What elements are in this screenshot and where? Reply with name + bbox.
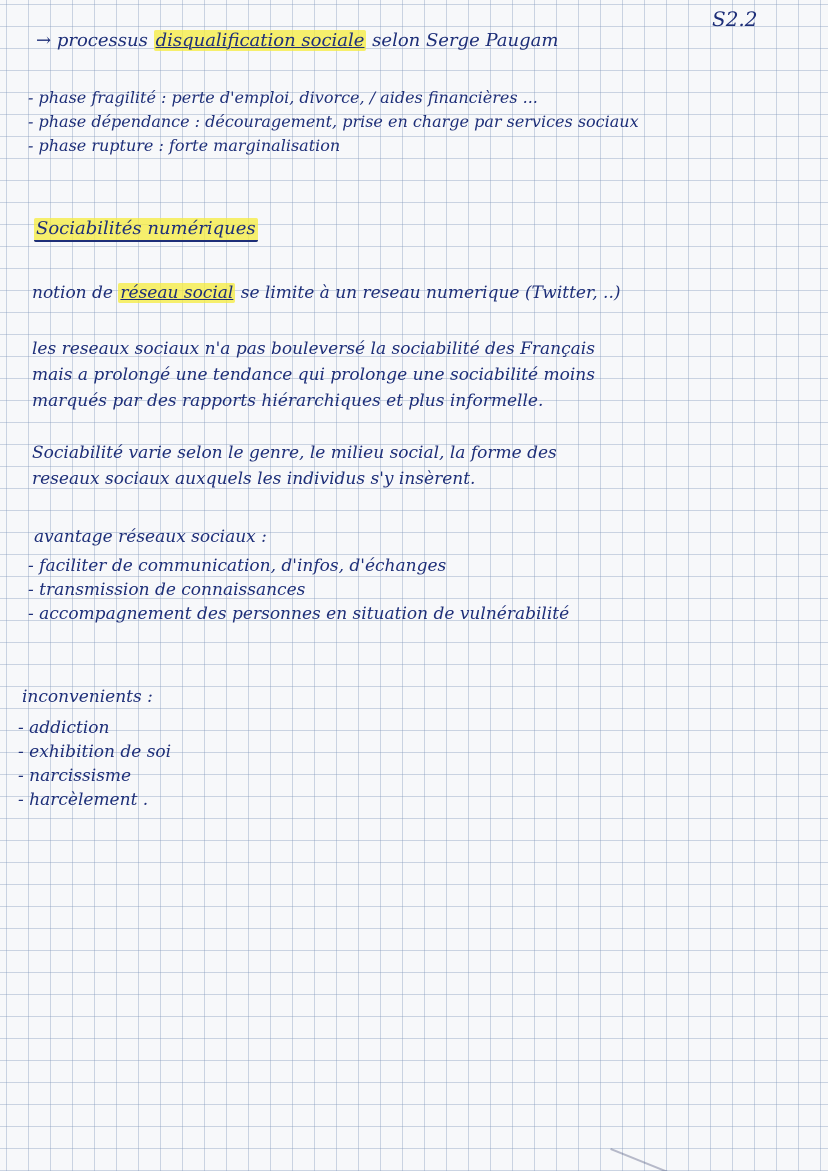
- paragraph-line: Sociabilité varie selon le genre, le milieu social, la forme des: [32, 443, 557, 463]
- section-heading-disqualification: [36, 28, 558, 54]
- list-item: - harcèlement .: [18, 790, 149, 810]
- list-item: - transmission de connaissances: [28, 580, 306, 600]
- highlighted-term-reseau-social: réseau social: [120, 283, 234, 303]
- pen-stroke-mark: [610, 1148, 676, 1171]
- notion-suffix: se limite à un reseau numerique (Twitter, ..): [235, 283, 621, 303]
- section-title-text: Sociabilités numériques: [34, 218, 258, 242]
- paragraph-line: marqués par des rapports hiérarchiques et plus informelle.: [32, 391, 544, 411]
- list-item: - accompagnement des personnes en situation de vulnérabilité: [28, 604, 570, 624]
- drawbacks-list: [18, 716, 171, 812]
- list-item: - narcissisme: [18, 766, 132, 786]
- list-item: - phase rupture : forte marginalisation: [28, 136, 341, 155]
- page-reference: S2.2: [712, 7, 758, 31]
- list-item: - faciliter de communication, d'infos, d'échanges: [28, 556, 447, 576]
- list-item: - phase fragilité : perte d'emploi, divorce, / aides financières ...: [28, 88, 538, 107]
- notion-prefix: notion de: [32, 283, 119, 303]
- list-item: - addiction: [18, 718, 110, 738]
- notion-line: [32, 280, 620, 306]
- paragraph-sociabilite: [32, 440, 557, 492]
- paragraph-line: mais a prolongé une tendance qui prolonge une sociabilité moins: [32, 365, 595, 385]
- list-item: - phase dépendance : découragement, prise en charge par services sociaux: [28, 112, 639, 131]
- highlighted-term-disqualification: disqualification sociale: [155, 30, 365, 51]
- heading-prefix: processus: [56, 30, 154, 51]
- paragraph-reseaux: [32, 336, 595, 414]
- section-title-sociabilites: [34, 216, 258, 242]
- phase-list: [28, 86, 639, 158]
- advantages-title: avantage réseaux sociaux :: [34, 527, 267, 547]
- paragraph-line: reseaux sociaux auxquels les individus s'y insèrent.: [32, 469, 476, 489]
- advantages-list: [28, 554, 569, 626]
- heading-suffix: selon Serge Paugam: [366, 30, 559, 51]
- paragraph-line: les reseaux sociaux n'a pas bouleversé la sociabilité des Français: [32, 339, 595, 359]
- drawbacks-title: inconvenients :: [22, 687, 153, 707]
- arrow-icon: →: [36, 30, 52, 51]
- list-item: - exhibition de soi: [18, 742, 172, 762]
